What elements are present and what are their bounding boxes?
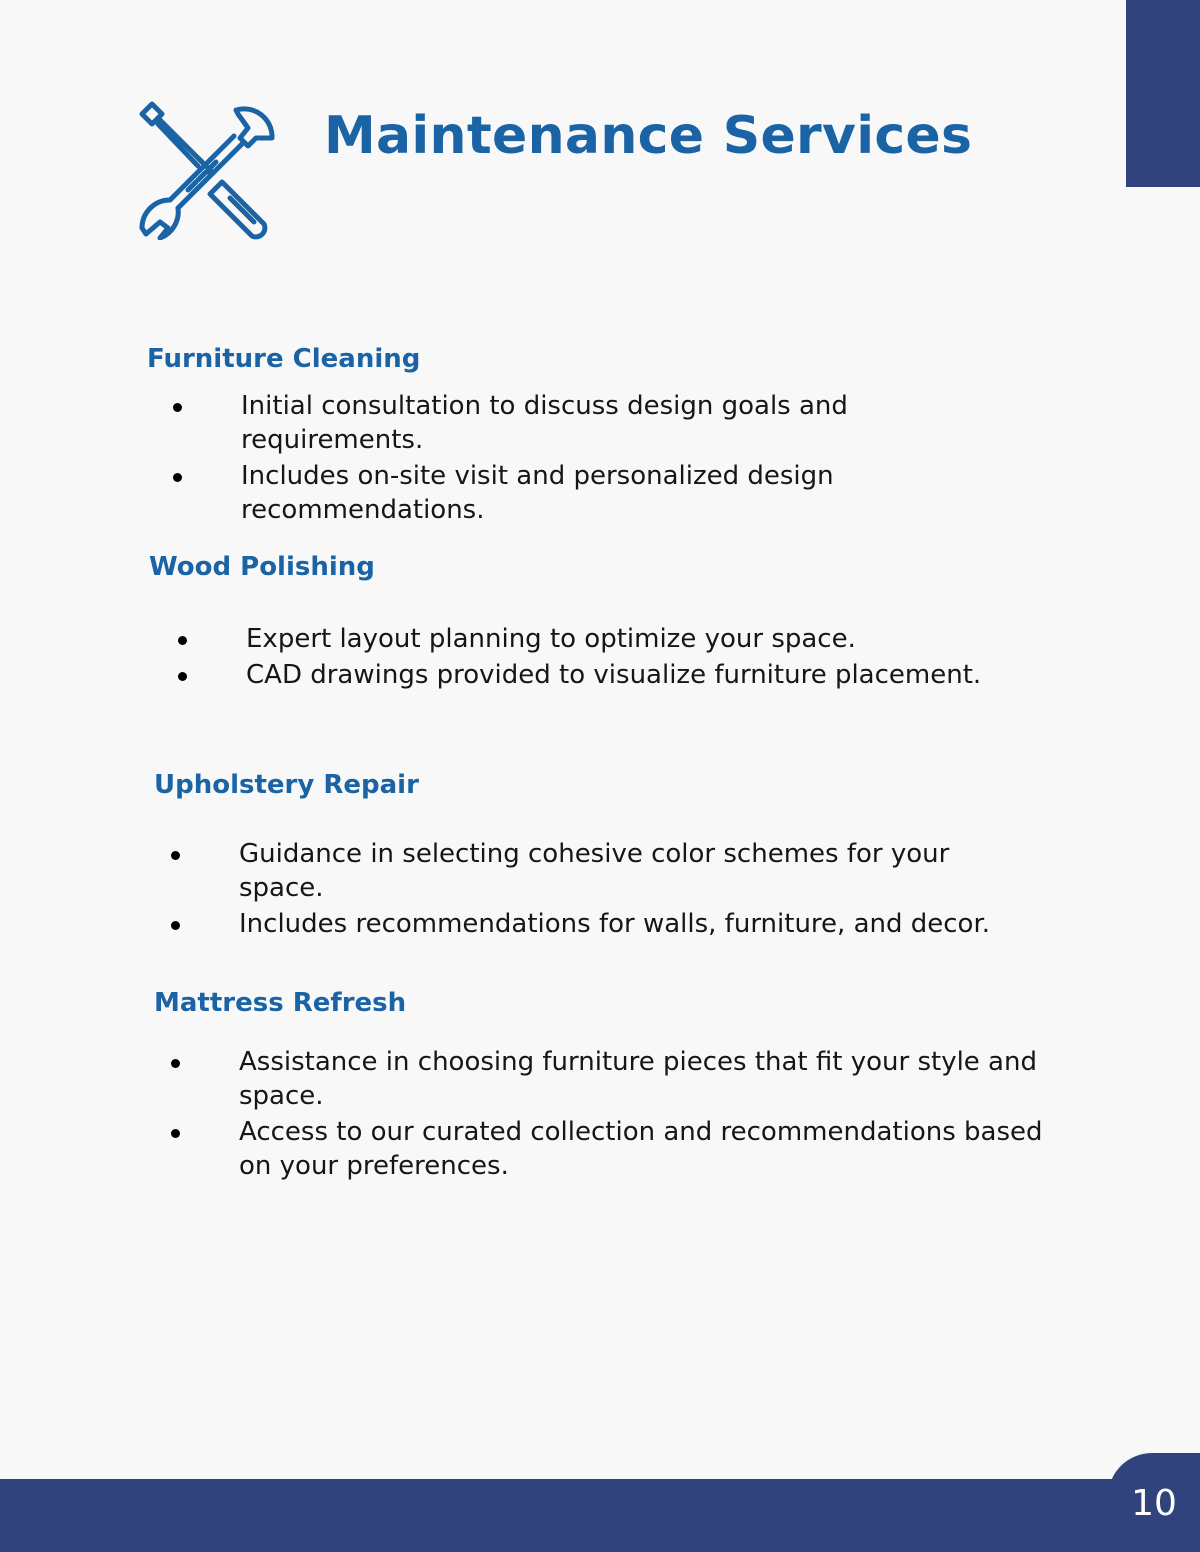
list-item bbox=[170, 1045, 1050, 1113]
list-item bbox=[172, 389, 912, 457]
list-item bbox=[170, 907, 1070, 941]
section-heading-upholstery-repair: Upholstery Repair bbox=[154, 770, 419, 800]
list-item-text: Expert layout planning to optimize your space. bbox=[246, 624, 856, 654]
list-item-text: Includes on-site visit and personalized design recommendations. bbox=[241, 461, 834, 525]
bullet-dot bbox=[173, 403, 182, 412]
mattress-refresh-list bbox=[170, 1045, 1050, 1185]
list-item bbox=[172, 459, 912, 527]
bullet-dot bbox=[178, 672, 187, 681]
bullet-dot bbox=[171, 1129, 180, 1138]
upholstery-repair-list bbox=[170, 837, 1070, 943]
bullet-dot bbox=[173, 473, 182, 482]
list-item-text: Assistance in choosing furniture pieces that fit your style and space. bbox=[239, 1047, 1037, 1111]
list-item bbox=[177, 658, 1057, 692]
list-item-text: Guidance in selecting cohesive color schemes for your space. bbox=[239, 839, 950, 903]
bullet-dot bbox=[178, 636, 187, 645]
list-item bbox=[170, 1115, 1050, 1183]
section-heading-mattress-refresh: Mattress Refresh bbox=[154, 988, 407, 1018]
list-item-text: Includes recommendations for walls, furniture, and decor. bbox=[239, 909, 991, 939]
corner-accent-tab bbox=[1126, 0, 1200, 187]
list-item-text: CAD drawings provided to visualize furniture placement. bbox=[246, 660, 982, 690]
wood-polishing-list bbox=[177, 622, 1057, 694]
page-number: 10 bbox=[1131, 1483, 1177, 1524]
section-heading-wood-polishing: Wood Polishing bbox=[149, 552, 375, 582]
bullet-dot bbox=[171, 1059, 180, 1068]
list-item-text: Access to our curated collection and recommendations based on your preferences. bbox=[239, 1117, 1043, 1181]
section-heading-furniture-cleaning: Furniture Cleaning bbox=[147, 344, 421, 374]
footer-bar bbox=[0, 1479, 1200, 1552]
wrench-screwdriver-icon bbox=[138, 100, 278, 240]
list-item bbox=[177, 622, 1057, 656]
list-item-text: Initial consultation to discuss design goals and requirements. bbox=[241, 391, 848, 455]
page-title: Maintenance Services bbox=[324, 106, 973, 166]
list-item bbox=[170, 837, 1070, 905]
furniture-cleaning-list bbox=[172, 389, 912, 529]
bullet-dot bbox=[171, 921, 180, 930]
bullet-dot bbox=[171, 851, 180, 860]
